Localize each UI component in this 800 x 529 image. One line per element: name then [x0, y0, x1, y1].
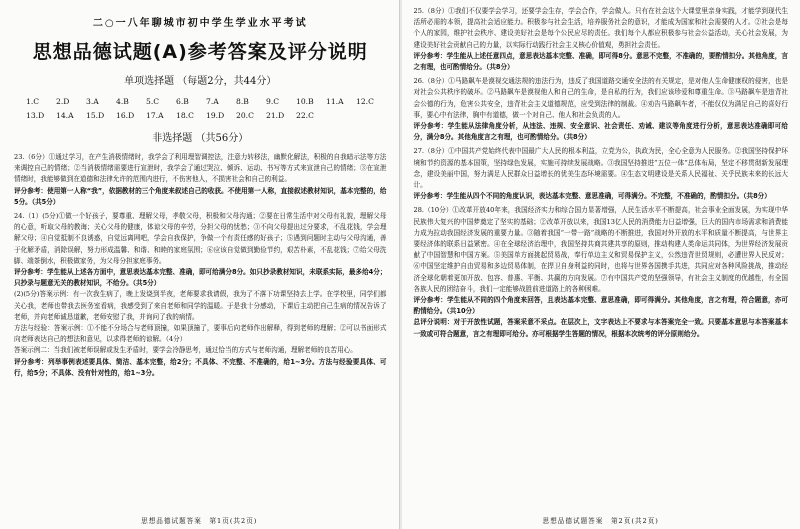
answer-item: 8.B [236, 97, 249, 106]
q24-part2-answer: (2)(5分)答案示例：有一次我生病了，晚上发烧到半夜，老师要求我请假，我为了不落下功课坚持去上学。在学校里，同学们都关心我，老师也带我去医务室看病，我感受到了来自老师和同学的温暖。于是我十分感动，下课后主动把自己生病的情况告诉了老师，并向老师诚恳道歉，老师安慰了我，并询问了我的病情。 [14, 290, 387, 321]
choice-answers [26, 95, 387, 123]
answer-page-1 [0, 0, 399, 529]
answer-item: 17.A [146, 111, 164, 120]
answer-item: 22.C [296, 111, 314, 120]
q25-answer: 25.（8分）①我们不仅要学会学习，还要学会生存，学会合作，学会做人。只有在社会这个大课堂里亲身实践，才能学到现代生活所必需的本领，提高社会适应能力。积极参与社会生活，培养服务社会的意识，才能成为国家和社会需要的人才。②社会是每个人的家园，维护社会秩序、建设美好社会是每个公民应尽的责任。我们每个人都应积极参与社会公益活动，关心社会发展，为建设美好社会贡献自己的力量，以实际行动践行社会主义核心价值观，勇担社会责任。 [413, 7, 788, 49]
answer-item: 6.B [176, 97, 189, 106]
q24-method: 方法与经验：答案示例：①不能不分场合与老师顶撞，如果顶撞了，要事后向老师作出解释，得到老师的理解；②可以书面形式向老师表达自己的想法和意见，以求得老师的谅解。（4分） [14, 324, 387, 344]
answer-item: 11.A [326, 97, 344, 106]
answer-item: 14.A [56, 111, 74, 120]
answer-item: 4.B [116, 97, 129, 106]
q23-scoring: 评分参考：使用第一人称“我”，依据教材的三个角度来叙述自己的收获。不使用第一人称，直接叙述教材知识，基本完整的，给5分。（共5分） [14, 186, 387, 206]
exam-title: 二○一八年聊城市初中学生学业水平考试 [92, 18, 308, 29]
answer-item: 18.C [176, 111, 194, 120]
page-footer-1: 思想品德试题答案 第1页(共2页) [141, 517, 258, 525]
q23-answer: 23.（6分）①通过学习，在产生消极情绪时，我学会了利用理智调控法，注意力转移法，幽默化解法，积极的自我暗示法等方法来调控自己的情绪；②当消极情绪需要进行宣泄时，我学会了通过哭泣、倾诉、运动、书写等方式来宣泄自己的情绪；③在宣泄情绪时，我能够做到在道德和法律允许的范围内进行，不伤害他人，不损害社会和自己的利益。 [14, 153, 387, 184]
answer-item: 15.D [86, 111, 105, 120]
answer-item: 3.A [86, 97, 99, 106]
q24-part1-answer: 24.（1）(5分)①做一个好孩子，要尊重、理解父母，孝敬父母，积极和父母沟通；②要在日常生活中对父母有礼貌，理解父母的心意，听取父母的教诲；关心父母的健康，体谅父母的辛劳，分担父母的忧愁；③不向父母提出过分要求，不乱花钱，学会理解父母；④自觉抵制不良诱惑，自觉远离网吧，学会自我保护，争做一个有责任感的好孩子；⑤遇到问题时主动与父母沟通，善于化解矛盾，消除误解，努力形成温馨、和谐、和睦的家庭氛围；⑥应该自觉做到勤俭节约，艰苦朴素，不乱花钱；⑦给父母洗脚、端茶倒水，积极做家务，为父母分担家庭事务。 [14, 212, 387, 265]
answer-item: 9.C [266, 97, 280, 106]
answer-item: 7.A [206, 97, 219, 106]
answer-item: 13.D [26, 111, 45, 120]
non-choice-heading: 非选择题 （共56分） [152, 133, 249, 144]
page-divider [399, 0, 400, 529]
answer-item: 1.C [26, 97, 40, 106]
answer-item: 19.D [206, 111, 225, 120]
q26-answer: 26.（8分）①马路飙车是漠视交通法规的违法行为，违反了我国道路交通安全法的有关规定，是对他人生命健康权的侵害，也是对社会公共秩序的破坏。②马路飙车是漠视他人和自己的生命，是自私的行为，我们应该珍爱和尊重生命。③马路飙车是违背社会公德的行为，危害公共安全，违背社会主义道德规范，应受到法律的制裁。④劝告马路飙车者，不能仅仅为满足自己的喜好行事，要心中有法律，胸中有道德，做一个对自己、他人和社会负责的人。 [413, 77, 788, 119]
q24-part2-scoring: 评分参考：列举事例表述要具体、简洁、基本完整，给2分；不具体、不完整、不准确的，给1~3分。方法与经验要具体、可行，给5分；不具体、没有针对性的，给1~3分。 [14, 357, 387, 377]
answer-item: 10.B [296, 97, 314, 106]
answer-item: 12.C [356, 97, 374, 106]
answer-item: 20.C [236, 111, 254, 120]
overall-scoring-note: 总评分说明：对于开放性试题，答案采意不采点。在层次上，文字表达上不要求与本答案完全一致。只要基本意思与本答案基本一致或可符合题意，言之有理即可给分。亦可根据学生答题的情况，根据本次统考的评分原则给分。 [413, 318, 788, 338]
q27-scoring: 评分参考：学生能从四个不同的角度认识，表达基本完整、意思准确，可得满分。不完整，不准确的，酌情扣分。（共8分） [413, 192, 771, 201]
q24-part1-scoring: 评分参考：学生能从上述各方面中，意思表达基本完整、准确，即可给满分8分。如只抄录教材知识，未联系实际，最多给4分；只抄录与题意无关的教材知识，不给分。（共5分） [14, 268, 387, 288]
answer-item: 16.D [116, 111, 135, 120]
answer-item: 2.D [56, 97, 70, 106]
answer-page-2 [402, 0, 800, 529]
main-title: 思想品德试题(A)参考答案及评分说明 [32, 41, 368, 63]
single-choice-heading: 单项选择题 （每题2分，共44分） [124, 76, 277, 87]
q28-answer: 28.（10分）①改革开放40年来，我国经济实力和综合国力显著增强，人民生活水平不断提高，社会事业全面发展，为实现中华民族伟大复兴的中国梦奠定了坚实的基础；②改革开放以来，我国13亿人民的消费能力日益增强，巨大的国内市场需求和消费能力成为拉动我国经济发展的重要力量。③随着我国“一带一路”战略的不断推进，我国对外开放的水平和质量不断提高，与世界主要经济体的联系日益紧密。④在全球经济治理中，我国坚持共商共建共享的原则，推动构建人类命运共同体，为世界经济发展贡献了中国智慧和中国方案。⑤美国单方面挑起贸易战，奉行单边主义和贸易保护主义，公然违背世贸规则，必遭世界人民反对；⑥中国坚定维护自由贸易和多边贸易体制，在捍卫自身利益的同时，也将与世界各国携手共进，共同应对各种风险挑战，推动经济全球化朝着更加开放、包容、普惠、平衡、共赢的方向发展。⑦有中国共产党的坚强领导，有社会主义制度的优越性，有全国各族人民的团结奋斗，我们一定能够战胜前进道路上的各种困难。 [413, 206, 788, 293]
q26-scoring: 评分参考：学生能从法律角度分析，从违法、违规、安全意识、社会责任、劝诫、建议等角度进行分析，意思表达准确即可给分，满分8分。其他角度言之有理，也可酌情给分。（共8分） [413, 122, 788, 142]
answer-row-2 [26, 109, 387, 123]
q25-scoring: 评分参考：学生能从上述任意四点，意思表达基本完整、准确，即可得8分。意思不完整，不准确的，要酌情扣分。其他角度，言之有理，也可酌情给分。（共8分） [413, 51, 788, 72]
answer-item: 21.D [266, 111, 285, 120]
q24-sample2: 答案示例二：当我们被老师误解或发生矛盾时，要学会冷静思考，通过恰当的方式与老师沟通，理解老师的良苦用心。 [14, 346, 357, 355]
answer-item: 5.C [146, 97, 160, 106]
q28-scoring: 评分参考：学生能从不同的四个角度来回答，且表达基本完整、意思准确，即可得满分。其他角度，言之有理，符合题意，亦可酌情给分。（共10分） [413, 296, 788, 316]
answer-row-1 [26, 95, 387, 109]
q27-answer: 27.（8分）①中国共产党始终代表中国最广大人民的根本利益，立党为公，执政为民，全心全意为人民服务。②我国坚持保护环境和节约资源的基本国策，坚持绿色发展，实施可持续发展战略。③我国坚持推进“五位一体”总体布局，坚定不移贯彻新发展理念，建设美丽中国，努力满足人民群众日益增长的优美生态环境需要。④生态文明建设是关系人民福祉、关乎民族未来的长远大计。 [413, 147, 788, 190]
page-footer-2: 思想品德试题答案 第2页(共2页) [542, 517, 659, 525]
